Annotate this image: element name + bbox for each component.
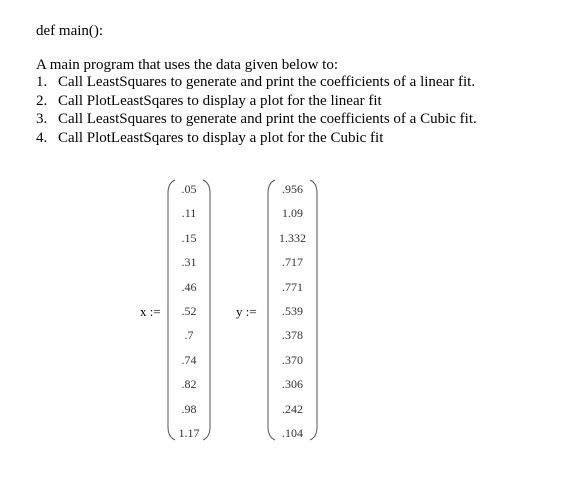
step-item bbox=[36, 73, 477, 92]
y-vector-cell: .104 bbox=[282, 425, 303, 440]
step-number: 1. bbox=[36, 74, 48, 90]
step-number: 4. bbox=[36, 129, 48, 146]
intro-text: A main program that uses the data given below to: bbox=[36, 57, 339, 73]
steps-list bbox=[36, 73, 477, 147]
y-vector-cell: 1.332 bbox=[279, 230, 306, 245]
x-vector-cell: .82 bbox=[181, 377, 197, 392]
y-vector-cell: .306 bbox=[282, 377, 303, 392]
x-vector-matrix bbox=[168, 177, 210, 443]
step-number: 3. bbox=[36, 111, 48, 127]
x-vector-cell: 1.17 bbox=[178, 425, 200, 440]
y-vector-cell: .956 bbox=[282, 182, 303, 196]
x-vector-cell: .52 bbox=[181, 303, 197, 318]
code-heading: def main(): bbox=[36, 23, 104, 39]
y-vector-cell: 1.09 bbox=[282, 206, 303, 221]
y-vector-cell: .539 bbox=[282, 303, 303, 318]
step-item bbox=[36, 92, 477, 111]
step-text: Call PlotLeastSqares to display a plot for the Cubic fit bbox=[58, 129, 384, 146]
y-vector-cell: .771 bbox=[282, 279, 303, 294]
x-vector-label: x := bbox=[140, 304, 161, 319]
y-vector-label: y := bbox=[236, 304, 257, 319]
step-text: Call LeastSquares to generate and print the coefficients of a linear fit. bbox=[58, 74, 476, 90]
x-vector-cell: .74 bbox=[181, 352, 197, 367]
y-vector-cell: .370 bbox=[282, 352, 303, 367]
y-vector-matrix bbox=[268, 177, 317, 443]
x-vector-cell: .7 bbox=[184, 328, 194, 343]
y-vector-cell: .378 bbox=[282, 328, 303, 343]
x-vector-cell: .15 bbox=[181, 230, 197, 245]
x-vector-cell: .46 bbox=[181, 279, 197, 294]
x-vector-cell: .11 bbox=[181, 206, 197, 221]
y-vector-cells bbox=[268, 177, 317, 443]
step-item bbox=[36, 129, 477, 148]
step-text: Call LeastSquares to generate and print the coefficients of a Cubic fit. bbox=[58, 111, 477, 127]
y-vector-cell: .717 bbox=[282, 255, 303, 270]
x-vector-cell: .05 bbox=[181, 182, 197, 196]
step-number: 2. bbox=[36, 92, 48, 109]
x-vector-cell: .98 bbox=[181, 401, 197, 416]
y-vector-cell: .242 bbox=[282, 401, 303, 416]
x-vector-cells bbox=[168, 177, 210, 443]
step-text: Call PlotLeastSqares to display a plot for the linear fit bbox=[58, 92, 382, 109]
x-vector-cell: .31 bbox=[181, 255, 197, 270]
step-item bbox=[36, 110, 477, 129]
